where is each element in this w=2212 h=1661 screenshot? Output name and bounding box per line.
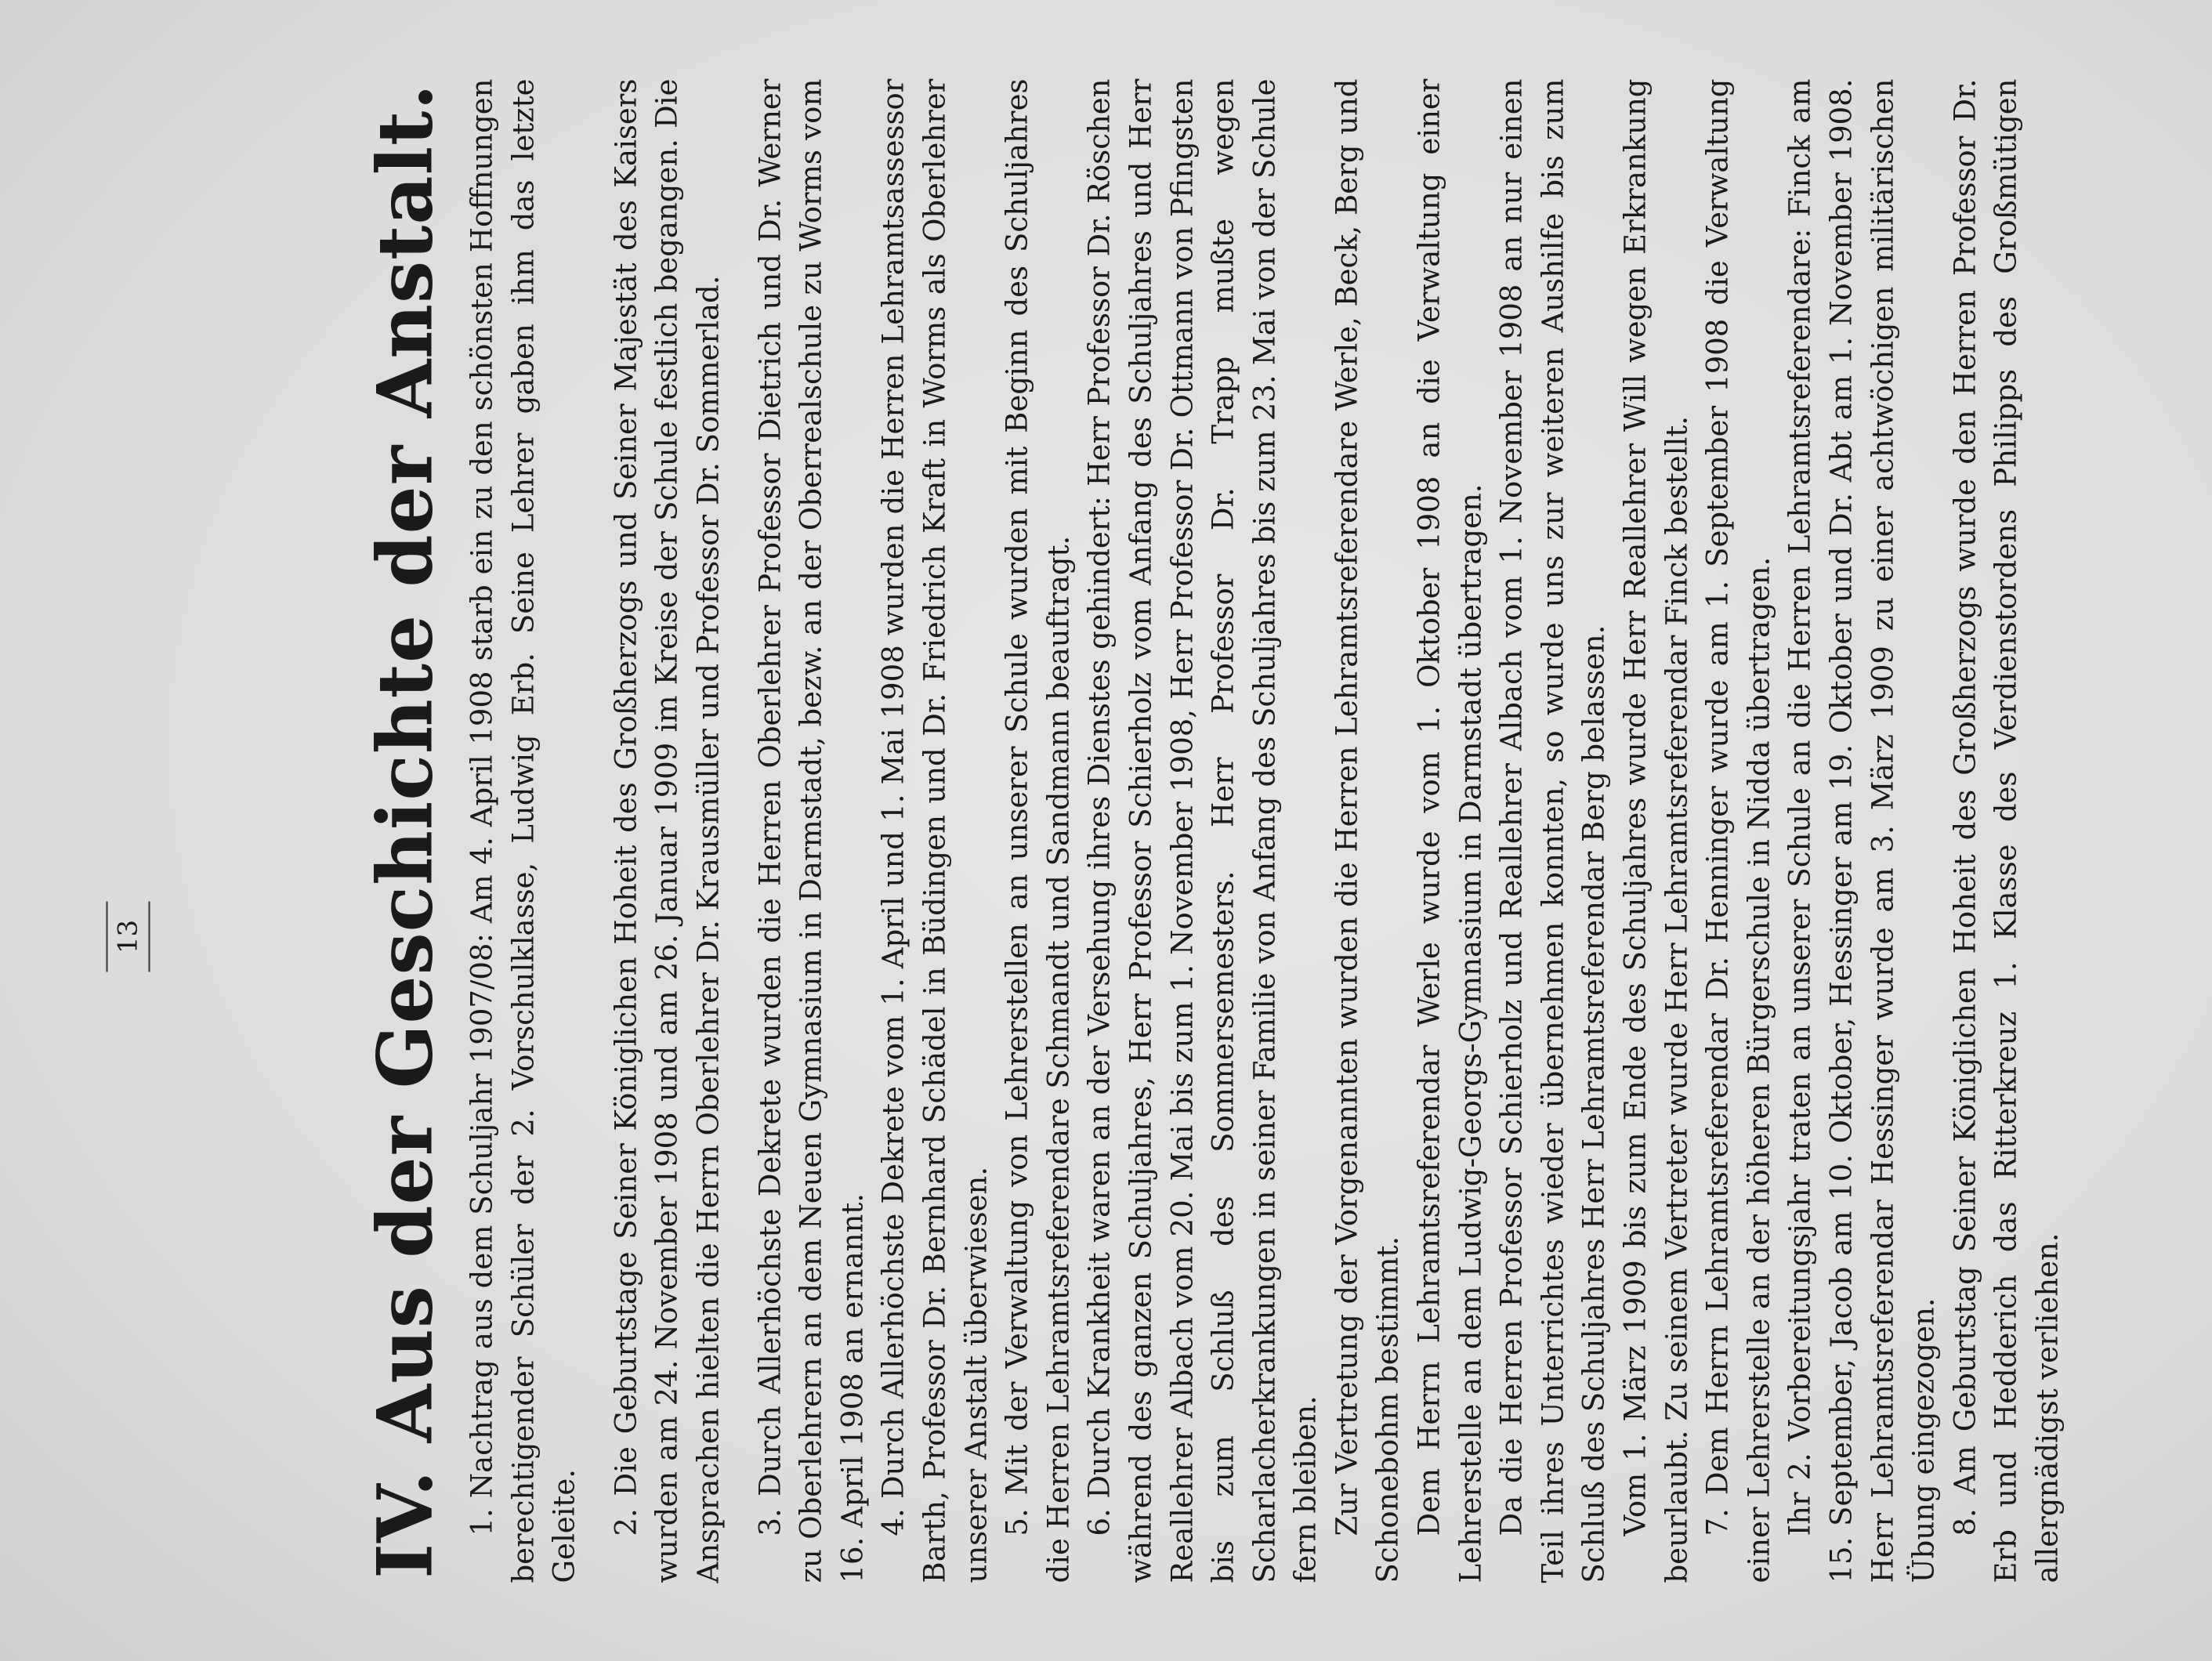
paragraph-3: 3. Durch Allerhöchste Dekrete wurden die Herren Oberlehrer Professor Dietrich und Dr. Werner zu Oberlehrern an dem Neuen Gymnasium in Darmstadt, bezw. an der Oberrealschule zu Worms vom 16. April 1908 an ernannt.	[753, 78, 870, 1583]
page-number-block	[102, 902, 155, 972]
page-number-rule-bottom	[149, 902, 150, 972]
section-heading: IV. Aus der Geschichte der Anstalt.	[360, 83, 450, 1579]
paragraph-4: 4. Durch Allerhöchste Dekrete vom 1. April und 1. Mai 1908 wurden die Herren Lehramtsassessor Barth, Professor Dr. Bernhard Schädel in Büdingen und Dr. Friedrich Kraft in Worms als Oberlehrer unserer Anstalt überwiesen.	[876, 78, 994, 1583]
paragraph-1: 1. Nachtrag aus dem Schuljahr 1907/08: Am 4. April 1908 starb ein zu den schönsten Hoffnungen berechtigender Schüler der 2. Vorschulklasse, Ludwig Erb. Seine Lehrer gaben ihm das letzte Geleite.	[465, 78, 581, 1583]
paragraph-7: 7. Dem Herrn Lehramtsreferendar Dr. Henninger wurde am 1. September 1908 die Verwaltung einer Lehrerstelle an der höheren Bürgerschule in Nidda übertragen.	[1700, 78, 1776, 1583]
document-page	[0, 1, 2212, 1661]
body-text	[462, 79, 2069, 1583]
paragraph-2: 2. Die Geburtstage Seiner Königlichen Hoheit des Großherzogs und Seiner Majestät des Kaisers wurden am 24. November 1908 und am 26. Januar 1909 im Kreise der Schule festlich begangen. Die Ansprachen hielten die Herrn Oberlehrer Dr. Krausmüller und Professor Dr. Sommerlad.	[609, 78, 726, 1583]
paragraph-6-substitution: Zur Vertretung der Vorgenannten wurden die Herren Lehramtsreferendare Werle, Beck, Berg und Schonebohm bestimmt.	[1330, 78, 1405, 1583]
page-number-rule-top	[107, 902, 108, 972]
paragraph-6-werle: Dem Herrn Lehramtsreferendar Werle wurde vom 1. Oktober 1908 an die Verwaltung einer Lehrerstelle an dem Ludwig-Georgs-Gymnasium in Darmstadt übertragen.	[1412, 78, 1488, 1583]
paragraph-6-aushilfe: Da die Herren Professor Schierholz und Reallehrer Albach vom 1. November 1908 an nur einen Teil ihres Unterrichtes wieder übernehmen konnten, so wurde uns zur weiteren Aushilfe bis zum Schluß des Schuljahres Herr Lehramtsreferendar Berg belassen.	[1494, 78, 1611, 1583]
paragraph-6: 6. Durch Krankheit waren an der Versehung ihres Dienstes gehindert: Herr Professor Dr. Röschen während des ganzen Schuljahres, Herr Professor Schierholz vom Anfang des Schuljahres und Herr Reallehrer Albach vom 20. Mai bis zum 1. November 1908, Herr Professor Dr. Ottmann von Pfingsten bis zum Schluß des Sommersemesters. Herr Professor Dr. Trapp mußte wegen Scharlacherkrankungen in seiner Familie von Anfang des Schuljahres bis zum 23. Mai von der Schule fern bleiben.	[1082, 78, 1323, 1583]
page-number: 13	[112, 919, 144, 954]
paragraph-6-will: Vom 1. März 1909 bis zum Ende des Schuljahres wurde Herr Reallehrer Will wegen Erkrankung beurlaubt. Zu seinem Vertreter wurde Herr Lehramtsreferendar Finck bestellt.	[1618, 78, 1694, 1583]
paragraph-5: 5. Mit der Verwaltung von Lehrerstellen an unserer Schule wurden mit Beginn des Schuljahres die Herren Lehramtsreferendare Schmandt und Sandmann beauftragt.	[1000, 78, 1076, 1583]
paragraph-8: 8. Am Geburtstag Seiner Königlichen Hoheit des Großherzogs wurde den Herren Professor Dr. Erb und Hedderich das Ritterkreuz 1. Klasse des Verdienstordens Philipps des Großmütigen allergnädigst verliehen.	[1948, 78, 2065, 1583]
paragraph-7-referendare: Ihr 2. Vorbereitungsjahr traten an unserer Schule an die Herren Lehramtsreferendare: Finck am 15. September, Jacob am 10. Oktober, Hessinger am 19. Oktober und Dr. Abt am 1. November 1908. Herr Lehramtsreferendar Hessinger wurde am 3. März 1909 zu einer achtwöchigen militärischen Übung eingezogen.	[1783, 78, 1941, 1583]
